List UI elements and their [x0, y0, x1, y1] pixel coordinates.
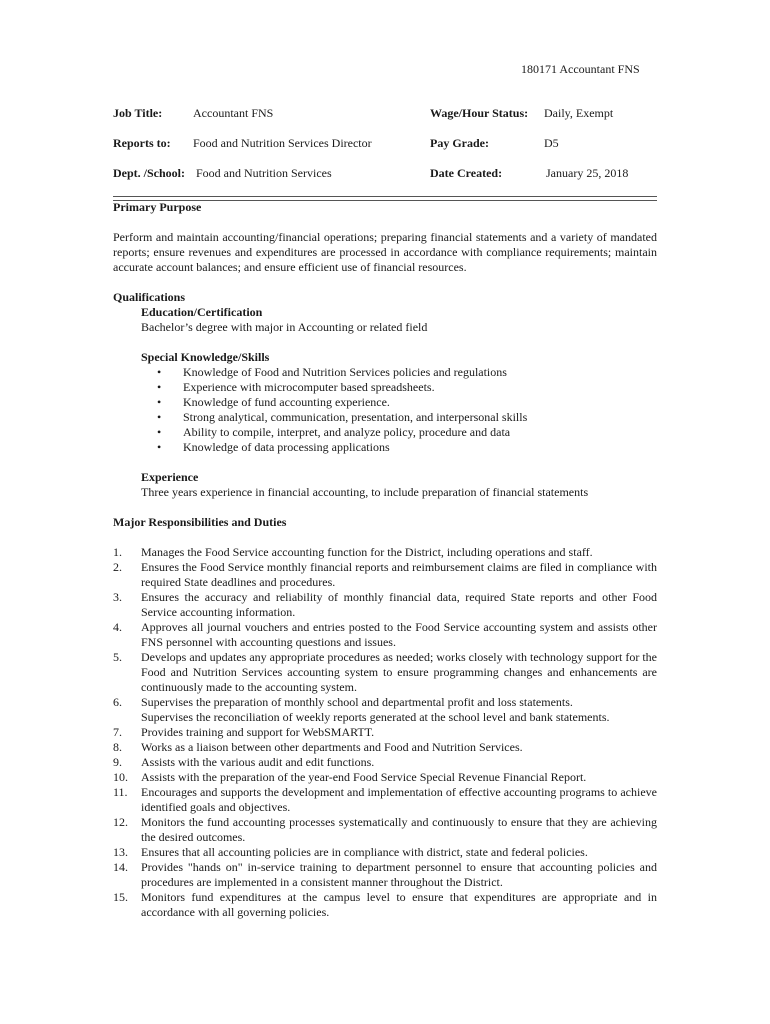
- date-created-label: Date Created:: [430, 166, 503, 180]
- duty-text: Provides "hands on" in-service training to department personnel to ensure that accounting policies and procedures are implemented in a consistent manner throughout the District.: [141, 860, 657, 889]
- experience-heading: Experience: [141, 470, 199, 484]
- duty-text: Monitors fund expenditures at the campus level to ensure that expenditures are appropriate and in accordance with all governing policies.: [141, 890, 657, 919]
- list-item: • Ability to compile, interpret, and analyze policy, procedure and data: [157, 425, 657, 440]
- duty-number: 9.: [113, 755, 122, 769]
- education-heading: Education/Certification: [141, 305, 263, 319]
- duty-number: 14.: [113, 860, 128, 874]
- duty-text: Provides training and support for WebSMARTT.: [141, 725, 375, 739]
- list-item: • Strong analytical, communication, presentation, and interpersonal skills: [157, 410, 657, 425]
- skills-heading: Special Knowledge/Skills: [141, 350, 270, 364]
- experience-text: Three years experience in financial accounting, to include preparation of financial statements: [141, 485, 589, 499]
- duty-number: 11.: [113, 785, 128, 799]
- duty-number: 8.: [113, 740, 122, 754]
- duty-text: Ensures the Food Service monthly financial reports and reimbursement claims are filed in compliance with required State deadlines and procedures.: [141, 560, 657, 589]
- list-item: [113, 815, 657, 845]
- duty-text: Monitors the fund accounting processes systematically and continuously to ensure that they are achieving the desired outcomes.: [141, 815, 657, 844]
- list-item: [113, 845, 657, 860]
- skills-list: [113, 365, 657, 455]
- duty-text: Approves all journal vouchers and entries posted to the Food Service accounting system and assists other FNS personnel with accounting questions and issues.: [141, 620, 657, 649]
- wage-status-label: Wage/Hour Status:: [430, 106, 529, 120]
- duty-number: 15.: [113, 890, 128, 904]
- document-body: [113, 200, 657, 920]
- list-item: [113, 650, 657, 695]
- duty-number: 1.: [113, 545, 122, 559]
- duty-number: 3.: [113, 590, 122, 604]
- reports-to-label: Reports to:: [113, 136, 171, 150]
- list-item: [113, 710, 657, 725]
- list-item: • Knowledge of Food and Nutrition Services policies and regulations: [157, 365, 657, 380]
- list-item: [113, 695, 657, 710]
- job-title-label: Job Title:: [113, 106, 163, 120]
- list-item: [113, 545, 657, 560]
- job-title-value: Accountant FNS: [193, 106, 274, 120]
- duty-text: Manages the Food Service accounting function for the District, including operations and staff.: [141, 545, 593, 559]
- reports-to-value: Food and Nutrition Services Director: [193, 136, 372, 150]
- duty-number: 4.: [113, 620, 122, 634]
- list-item: [113, 785, 657, 815]
- duties-list: [113, 545, 657, 920]
- primary-purpose-text: Perform and maintain accounting/financial operations; preparing financial statements and a variety of mandated reports; ensure revenues and expenditures are processed in accordance with compliance requirements; maintain accurate account balances; and ensure efficient use of financial resources.: [113, 230, 657, 274]
- list-item: [113, 890, 657, 920]
- date-created-value: January 25, 2018: [546, 166, 629, 180]
- duty-text: Assists with the various audit and edit functions.: [141, 755, 375, 769]
- pay-grade-label: Pay Grade:: [430, 136, 489, 150]
- list-item: [113, 590, 657, 620]
- duty-text: Assists with the preparation of the year-end Food Service Special Revenue Financial Report.: [141, 770, 587, 784]
- list-item: • Experience with microcomputer based spreadsheets.: [157, 380, 657, 395]
- list-item: [113, 725, 657, 740]
- duty-text: Encourages and supports the development and implementation of effective accounting programs to achieve identified goals and objectives.: [141, 785, 657, 814]
- duty-text: Supervises the preparation of monthly school and departmental profit and loss statements.: [141, 695, 573, 709]
- duty-text: Ensures the accuracy and reliability of monthly financial data, required State reports and other Food Service accounting information.: [141, 590, 657, 619]
- wage-status-value: Daily, Exempt: [544, 106, 614, 120]
- education-text: Bachelor’s degree with major in Accounting or related field: [141, 320, 428, 334]
- list-item: [113, 740, 657, 755]
- dept-label: Dept. /School:: [113, 166, 185, 180]
- pay-grade-value: D5: [544, 136, 559, 150]
- duty-text: Ensures that all accounting policies are in compliance with district, state and federal policies.: [141, 845, 588, 859]
- primary-purpose-heading: Primary Purpose: [113, 200, 202, 214]
- duty-number: 12.: [113, 815, 128, 829]
- qualifications-heading: Qualifications: [113, 290, 186, 304]
- duty-number: 6.: [113, 695, 122, 709]
- list-item: [113, 770, 657, 785]
- list-item: [113, 560, 657, 590]
- list-item: • Knowledge of data processing applications: [157, 440, 657, 455]
- list-item: [113, 860, 657, 890]
- duty-text: Supervises the reconciliation of weekly reports generated at the school level and bank statements.: [141, 710, 610, 724]
- list-item: [113, 755, 657, 770]
- duty-number: 7.: [113, 725, 122, 739]
- list-item: [113, 620, 657, 650]
- duty-text: Works as a liaison between other departments and Food and Nutrition Services.: [141, 740, 523, 754]
- document-code: 180171 Accountant FNS: [521, 62, 640, 76]
- duty-number: 13.: [113, 845, 128, 859]
- duty-number: 2.: [113, 560, 122, 574]
- duty-number: 10.: [113, 770, 128, 784]
- duty-number: 5.: [113, 650, 122, 664]
- dept-value: Food and Nutrition Services: [196, 166, 332, 180]
- list-item: • Knowledge of fund accounting experience.: [157, 395, 657, 410]
- duties-heading: Major Responsibilities and Duties: [113, 515, 287, 529]
- duty-text: Develops and updates any appropriate procedures as needed; works closely with technology support for the Food and Nutrition Services accounting system to ensure programming changes and enhancements are continuously made to the accounting system.: [141, 650, 657, 694]
